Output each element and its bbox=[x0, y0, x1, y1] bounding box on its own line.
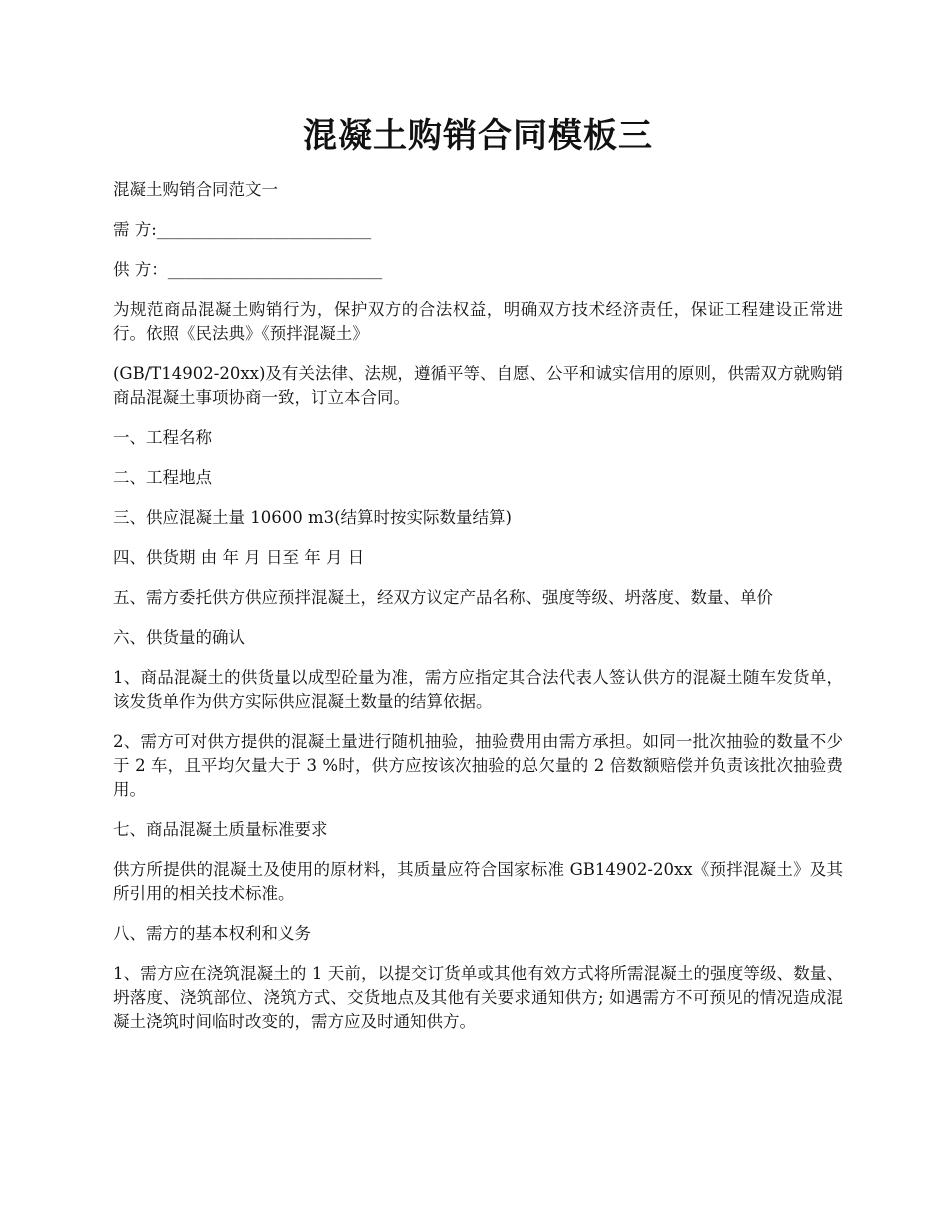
paragraph-intro-2: (GB/T14902-20xx)及有关法律、法规，遵循平等、自愿、公平和诚实信用的原则，供需双方就购销商品混凝土事项协商一致，订立本合同。 bbox=[113, 364, 843, 407]
paragraph-subtitle: 混凝土购销合同范文一 bbox=[113, 180, 278, 199]
clause-6-1: 1、商品混凝土的供货量以成型砼量为准，需方应指定其合法代表人签认供方的混凝土随车发货单，该发货单作为供方实际供应混凝土数量的结算依据。 bbox=[113, 668, 843, 711]
section-heading-project-location: 二、工程地点 bbox=[113, 468, 212, 487]
clause-7-body: 供方所提供的混凝土及使用的原材料，其质量应符合国家标准 GB14902-20xx《预拌混凝土》及其所引用的相关技术标准。 bbox=[113, 860, 843, 903]
document-body bbox=[113, 178, 843, 1050]
section-heading-project-name: 一、工程名称 bbox=[113, 428, 212, 447]
paragraph-supplier-line: 供 方：__________________________ bbox=[113, 260, 383, 279]
clause-8-1: 1、需方应在浇筑混凝土的 1 天前，以提交订货单或其他有效方式将所需混凝土的强度等级、数量、坍落度、浇筑部位、浇筑方式、交货地点及其他有关要求通知供方; 如遇需方不可预见的情况造成混凝土浇筑时间临时改变的，需方应及时通知供方。 bbox=[113, 964, 843, 1031]
paragraph-buyer-line: 需 方:__________________________ bbox=[113, 220, 372, 239]
section-heading-quality-standard: 七、商品混凝土质量标准要求 bbox=[113, 820, 328, 839]
section-heading-supply-period: 四、供货期 由 年 月 日至 年 月 日 bbox=[113, 548, 365, 567]
document-title: 混凝土购销合同模板三 bbox=[303, 116, 653, 156]
section-heading-quantity-confirmation: 六、供货量的确认 bbox=[113, 628, 245, 647]
section-heading-buyer-rights: 八、需方的基本权利和义务 bbox=[113, 924, 311, 943]
clause-6-2: 2、需方可对供方提供的混凝土量进行随机抽验，抽验费用由需方承担。如同一批次抽验的数量不少于 2 车，且平均欠量大于 3 %时，供方应按该次抽验的总欠量的 2 倍数额赔偿并负责该批次抽验费用。 bbox=[113, 732, 843, 799]
paragraph-intro-1: 为规范商品混凝土购销行为，保护双方的合法权益，明确双方技术经济责任，保证工程建设正常进行。依照《民法典》《预拌混凝土》 bbox=[113, 300, 843, 343]
section-heading-supply-quantity: 三、供应混凝土量 10600 m3(结算时按实际数量结算) bbox=[113, 508, 512, 527]
section-heading-product-spec: 五、需方委托供方供应预拌混凝土，经双方议定产品名称、强度等级、坍落度、数量、单价 bbox=[113, 588, 773, 607]
